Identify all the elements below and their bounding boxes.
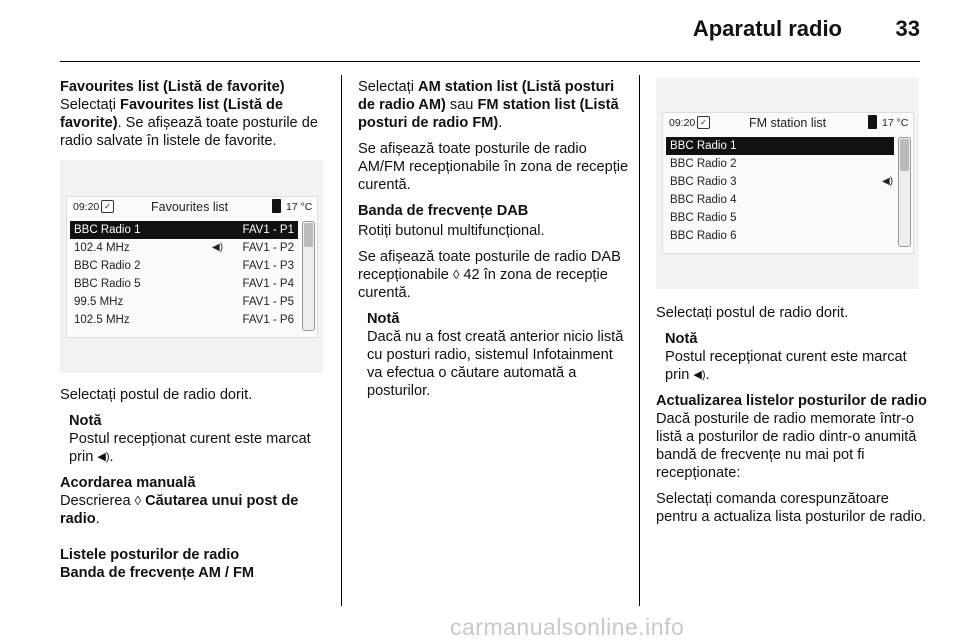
column-divider-2 <box>639 75 640 606</box>
cross-reference-symbol: ◊ <box>134 493 142 508</box>
station-row[interactable] <box>70 239 298 257</box>
menu-reference: Favourites list (Listă de favorite) <box>60 97 284 131</box>
text: sau <box>445 97 478 113</box>
page-number: 33 <box>895 16 920 41</box>
subheading: Banda de frecvențe AM / FM <box>60 565 255 581</box>
station-name: 102.4 MHz <box>74 242 130 254</box>
text: Selectați <box>60 97 121 113</box>
speaker-icon: ◀) <box>882 176 894 187</box>
cross-reference: Căutarea unui post de radio <box>60 493 299 527</box>
scrollbar-thumb[interactable] <box>304 223 313 247</box>
cross-reference-symbol: ◊ <box>452 267 460 282</box>
paragraph: Selectați comanda corespunzătoare pentru a actualiza lista posturilor de radio. <box>656 491 927 525</box>
paragraph: Selectați postul de radio dorit. <box>60 387 253 403</box>
temperature: 17 °C <box>882 117 909 129</box>
station-name: BBC Radio 4 <box>670 194 737 206</box>
paragraph: Se afișează toate posturile de radio AM/FM recepționabile în zona de recepție curentă. <box>358 141 629 193</box>
text: Se afișează toate posturile de radio DAB recepționabile <box>358 249 621 283</box>
phone-icon <box>272 199 281 213</box>
station-row[interactable] <box>666 173 894 191</box>
text: Descrierea <box>60 493 135 509</box>
footer-watermark: carmanualsonline.info <box>450 614 685 640</box>
favourites-screen-figure <box>60 160 323 373</box>
clock-icon: ✓ <box>101 200 114 213</box>
station-row[interactable] <box>666 227 894 245</box>
station-name: BBC Radio 3 <box>670 176 737 188</box>
text: . <box>498 115 503 131</box>
status-bar <box>663 113 913 133</box>
paragraph <box>60 96 332 150</box>
scrollbar[interactable] <box>302 221 315 331</box>
subheading: Banda de frecvențe DAB <box>358 203 529 219</box>
station-name: BBC Radio 6 <box>670 230 737 242</box>
note <box>69 412 332 466</box>
speaker-icon: ◀) <box>212 242 224 253</box>
station-name: 102.5 MHz <box>74 314 130 326</box>
screen-title: FM station list <box>749 116 827 130</box>
subheading: Listele posturilor de radio <box>60 547 240 563</box>
station-name: BBC Radio 2 <box>74 260 141 272</box>
station-name: BBC Radio 5 <box>670 212 737 224</box>
station-row[interactable] <box>666 191 894 209</box>
paragraph: Selectați postul de radio dorit. <box>656 305 849 321</box>
favourite-slot: FAV1 - P4 <box>242 278 294 290</box>
station-row[interactable] <box>666 209 894 227</box>
note-title: Notă <box>69 413 102 429</box>
speaker-icon: ◀) <box>693 369 706 381</box>
station-row[interactable] <box>70 293 298 311</box>
text: . <box>95 511 100 527</box>
note-title: Notă <box>665 331 698 347</box>
screen-title: Favourites list <box>151 200 229 214</box>
station-name: BBC Radio 1 <box>670 140 737 152</box>
note <box>665 330 928 384</box>
station-row[interactable] <box>70 311 298 329</box>
station-row[interactable] <box>70 275 298 293</box>
text: . <box>109 449 114 465</box>
menu-reference: AM station list (Listă posturi de radio AM) <box>358 79 615 113</box>
station-row-selected[interactable] <box>70 221 298 239</box>
page-header-title: Aparatul radio <box>692 16 842 41</box>
note-title: Notă <box>367 311 400 327</box>
station-row[interactable] <box>666 155 894 173</box>
status-bar <box>67 197 317 217</box>
column-1 <box>60 78 332 158</box>
column-3-lower <box>656 304 928 534</box>
column-1-lower <box>60 386 332 582</box>
paragraph <box>358 78 630 132</box>
text: . <box>705 367 710 383</box>
scrollbar[interactable] <box>898 137 911 247</box>
paragraph: Dacă posturile de radio memorate într-o listă a posturilor de radio dintr-o anumită bandă de frecvențe nu mai pot fi recepționate: <box>656 411 917 481</box>
section-heading <box>60 78 332 96</box>
station-name: BBC Radio 2 <box>670 158 737 170</box>
subheading: Acordarea manuală <box>60 475 196 491</box>
menu-reference: FM station list (Listă posturi de radio FM) <box>358 97 619 131</box>
station-name: BBC Radio 5 <box>74 278 141 290</box>
text: Selectați <box>358 79 419 95</box>
favourite-slot: FAV1 - P2 <box>242 242 294 254</box>
subheading: Actualizarea listelor posturilor de radio <box>656 393 927 409</box>
station-name: BBC Radio 1 <box>74 224 141 236</box>
note-text: Dacă nu a fost creată anterior nicio listă cu posturi radio, sistemul Infotainment va efectua o căutare automată a posturilor. <box>367 329 624 399</box>
clock-icon: ✓ <box>697 116 710 129</box>
temperature: 17 °C <box>286 201 313 213</box>
favourites-screen <box>66 196 318 338</box>
fm-screen-figure <box>656 78 919 289</box>
fm-station-screen <box>662 112 914 254</box>
note-text: Postul recepționat curent este marcat prin <box>69 431 311 465</box>
text: . Se afișează toate posturile de radio salvate în listele de favorite. <box>60 115 318 149</box>
column-2 <box>358 78 630 408</box>
note-text: Postul recepționat curent este marcat prin <box>665 349 907 383</box>
phone-icon <box>868 115 877 129</box>
clock-time: 09:20 <box>669 117 696 129</box>
station-row[interactable] <box>70 257 298 275</box>
paragraph: Rotiți butonul multifuncțional. <box>358 223 545 239</box>
paragraph <box>358 248 630 302</box>
favourite-slot: FAV1 - P3 <box>242 260 294 272</box>
clock-time: 09:20 <box>73 201 100 213</box>
column-divider-1 <box>341 75 342 606</box>
favourite-slot: FAV1 - P6 <box>242 314 294 326</box>
favourite-slot: FAV1 - P5 <box>242 296 294 308</box>
scrollbar-thumb[interactable] <box>900 139 909 171</box>
speaker-icon: ◀) <box>97 451 110 463</box>
text: 42 în zona de recepție curentă. <box>358 267 608 301</box>
favourite-slot: FAV1 - P1 <box>242 224 294 236</box>
station-row-selected[interactable] <box>666 137 894 155</box>
station-name: 99.5 MHz <box>74 296 124 308</box>
note <box>367 310 630 400</box>
header-rule <box>60 61 920 62</box>
paragraph <box>60 492 332 528</box>
heading-text: Favourites list (Listă de favorite) <box>60 79 285 95</box>
